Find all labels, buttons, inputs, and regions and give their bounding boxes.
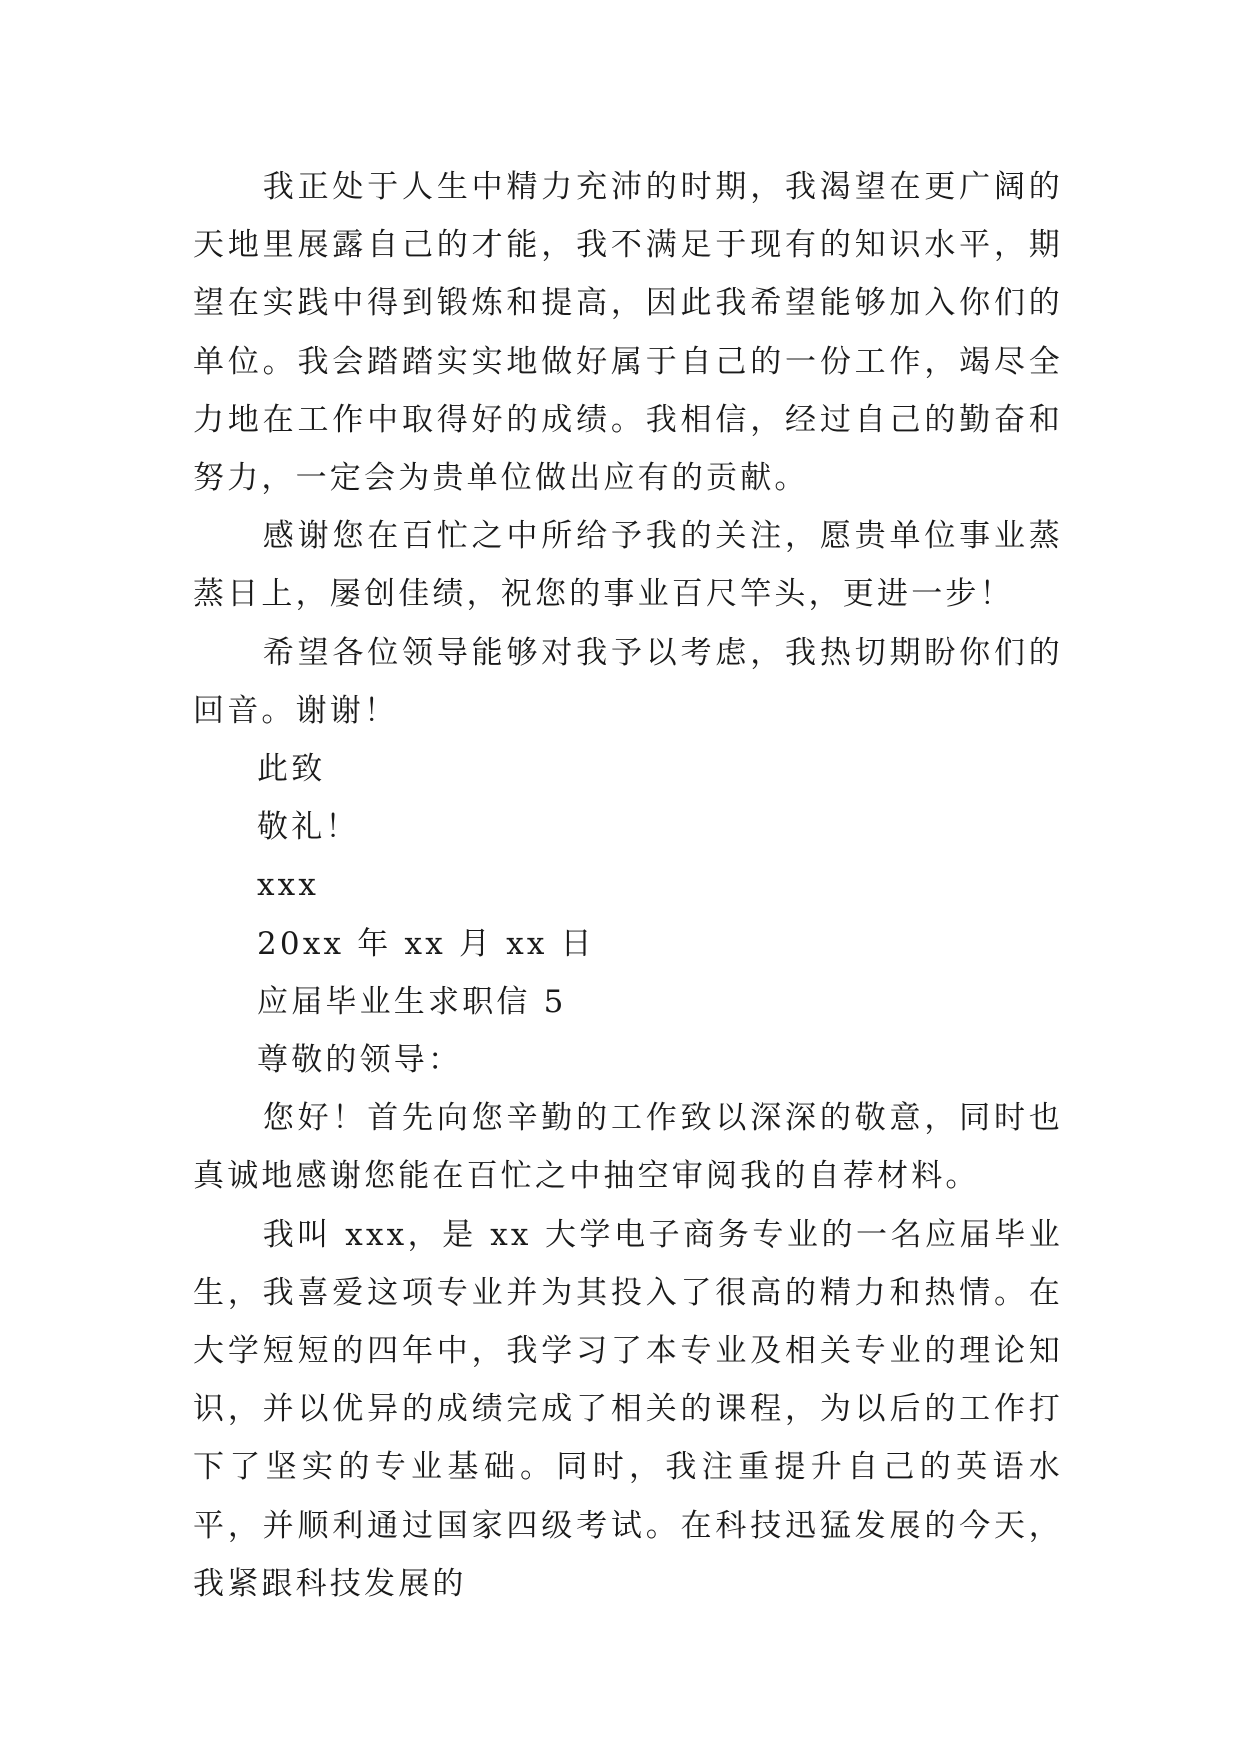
signature-line: xxx — [257, 867, 320, 904]
letter-body — [193, 158, 1063, 1613]
date-line: 20xx 年 xx 月 xx 日 — [257, 925, 595, 962]
paragraph-ambition: 我正处于人生中精力充沛的时期，我渴望在更广阔的天地里展露自己的才能，我不满足于现有的知识水平，期望在实践中得到锻炼和提高，因此我希望能够加入你们的单位。我会踏踏实实地做好属于自己的一份工作，竭尽全力地在工作中取得好的成绩。我相信，经过自己的勤奋和努力，一定会为贵单位做出应有的贡献。 — [193, 169, 1063, 497]
paragraph-greeting-thanks: 您好！首先向您辛勤的工作致以深深的敬意，同时也真诚地感谢您能在百忙之中抽空审阅我的自荐材料。 — [193, 1100, 1063, 1195]
closing-line: 此致 — [257, 751, 326, 788]
section-title: 应届毕业生求职信 5 — [257, 983, 567, 1020]
paragraph-hope: 希望各位领导能够对我予以考虑，我热切期盼你们的回音。谢谢！ — [193, 634, 1063, 729]
greeting-line: 尊敬的领导： — [257, 1042, 463, 1079]
paragraph-thanks: 感谢您在百忙之中所给予我的关注，愿贵单位事业蒸蒸日上，屡创佳绩，祝您的事业百尺竿头，更进一步！ — [193, 518, 1063, 613]
salute-line: 敬礼！ — [257, 809, 360, 846]
paragraph-introduction: 我叫 xxx，是 xx 大学电子商务专业的一名应届毕业生，我喜爱这项专业并为其投入了很高的精力和热情。在大学短短的四年中，我学习了本专业及相关专业的理论知识，并以优异的成绩完成了相关的课程，为以后的工作打下了坚实的专业基础。同时，我注重提升自己的英语水平，并顺利通过国家四级考试。在科技迅猛发展的今天，我紧跟科技发展的 — [193, 1216, 1063, 1602]
